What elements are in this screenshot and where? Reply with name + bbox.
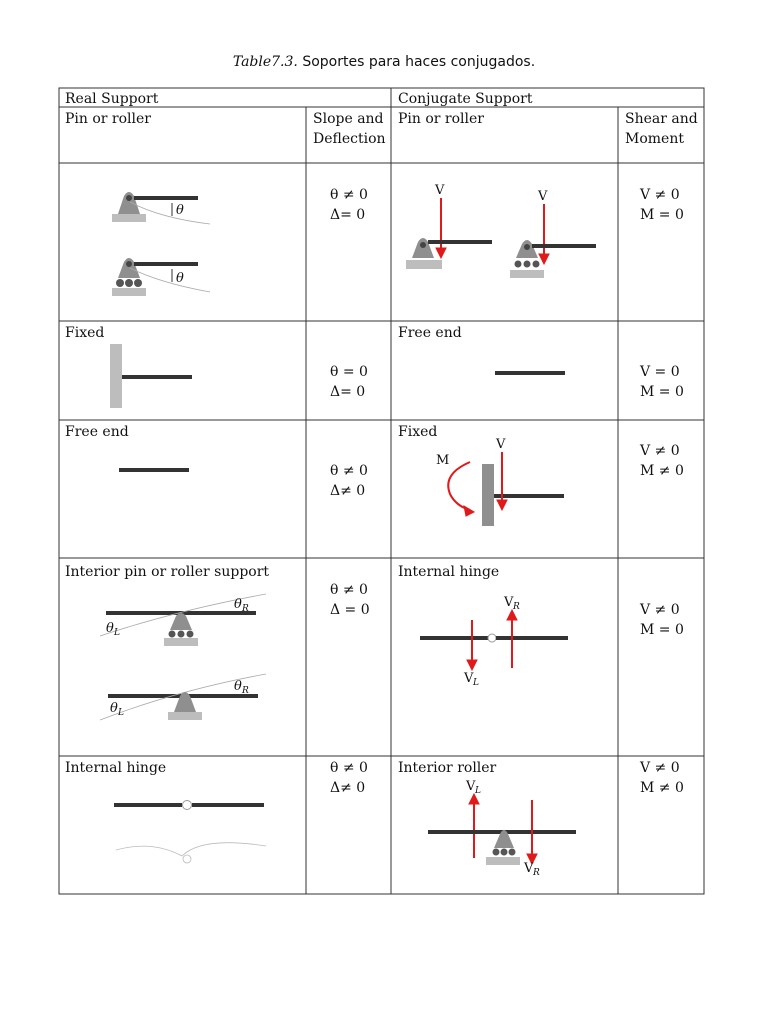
interior-support-diagram — [98, 592, 268, 722]
pin-roller-deflection-diagram — [100, 178, 220, 303]
row5-shear: V ≠ 0 — [640, 760, 680, 776]
vl-sub-2: L — [475, 786, 481, 796]
row4-conj-label: Internal hinge — [398, 564, 500, 580]
theta-label-roller: θ — [176, 271, 184, 286]
row4-deflection: Δ = 0 — [330, 602, 370, 618]
theta-r-sub: R — [242, 604, 249, 614]
header-shear: Shear and — [625, 111, 698, 127]
row1-slope: θ ≠ 0 — [330, 187, 368, 203]
conj-pin-roller-diagram — [400, 178, 600, 283]
row1-moment: M = 0 — [640, 207, 684, 223]
theta-l-sub: L — [114, 628, 120, 638]
row1-shear: V ≠ 0 — [640, 187, 680, 203]
row5-conj-label: Interior roller — [398, 760, 497, 776]
row5-slope: θ ≠ 0 — [330, 760, 368, 776]
row4-shear: V ≠ 0 — [640, 602, 680, 618]
header-moment: Moment — [625, 131, 684, 147]
vr-label-2: V — [524, 861, 534, 876]
row2-deflection: Δ= 0 — [330, 384, 366, 400]
row5-real-label: Internal hinge — [65, 760, 167, 776]
vl-label-2: V — [466, 779, 476, 794]
conj-internal-hinge-diagram — [418, 590, 574, 694]
row3-slope: θ ≠ 0 — [330, 463, 368, 479]
free-end-real-diagram — [118, 465, 190, 475]
row2-moment: M = 0 — [640, 384, 684, 400]
header-deflection: Deflection — [313, 131, 386, 147]
theta-r-label: θ — [234, 597, 242, 612]
conj-fixed-diagram — [430, 434, 570, 530]
theta-l-sub-2: L — [118, 708, 124, 718]
header-conj-pin: Pin or roller — [398, 111, 484, 127]
row3-shear: V ≠ 0 — [640, 443, 680, 459]
theta-r-sub-2: R — [242, 686, 249, 696]
free-end-beam-diagram — [494, 368, 566, 378]
row3-conj-label: Fixed — [398, 424, 438, 440]
fixed-support-diagram — [108, 344, 198, 410]
caption-text: Soportes para haces conjugados. — [302, 54, 536, 70]
theta-l-label: θ — [106, 621, 114, 636]
row2-slope: θ = 0 — [330, 364, 368, 380]
row4-real-label: Interior pin or roller support — [65, 564, 270, 580]
row5-moment: M ≠ 0 — [640, 780, 684, 796]
row4-moment: M = 0 — [640, 622, 684, 638]
vl-sub: L — [473, 678, 479, 688]
shear-v-label-1: V — [435, 183, 445, 198]
row4-slope: θ ≠ 0 — [330, 582, 368, 598]
header-real-support: Real Support — [65, 91, 159, 107]
caption-tag: Table7.3. — [232, 54, 298, 70]
row3-moment: M ≠ 0 — [640, 463, 684, 479]
header-real-pin: Pin or roller — [65, 111, 151, 127]
vr-label: V — [504, 595, 514, 610]
moment-m-label: M — [436, 453, 450, 468]
shear-v-label-2: V — [538, 189, 548, 204]
theta-l-label-2: θ — [110, 701, 118, 716]
row2-real-label: Fixed — [65, 325, 105, 341]
table-caption — [0, 54, 768, 70]
theta-label: θ — [176, 203, 184, 218]
row1-deflection: Δ= 0 — [330, 207, 366, 223]
row2-shear: V = 0 — [640, 364, 680, 380]
vl-label: V — [464, 671, 474, 686]
row3-real-label: Free end — [65, 424, 129, 440]
row2-conj-label: Free end — [398, 325, 462, 341]
row5-deflection: Δ≠ 0 — [330, 780, 366, 796]
conj-interior-roller-diagram — [424, 776, 580, 880]
header-conjugate-support: Conjugate Support — [398, 91, 533, 107]
vr-sub: R — [513, 602, 520, 612]
row3-deflection: Δ≠ 0 — [330, 483, 366, 499]
real-internal-hinge-diagram — [112, 796, 272, 866]
vr-sub-2: R — [533, 868, 540, 878]
theta-r-label-2: θ — [234, 679, 242, 694]
header-slope: Slope and — [313, 111, 384, 127]
shear-v-label-3: V — [496, 437, 506, 452]
